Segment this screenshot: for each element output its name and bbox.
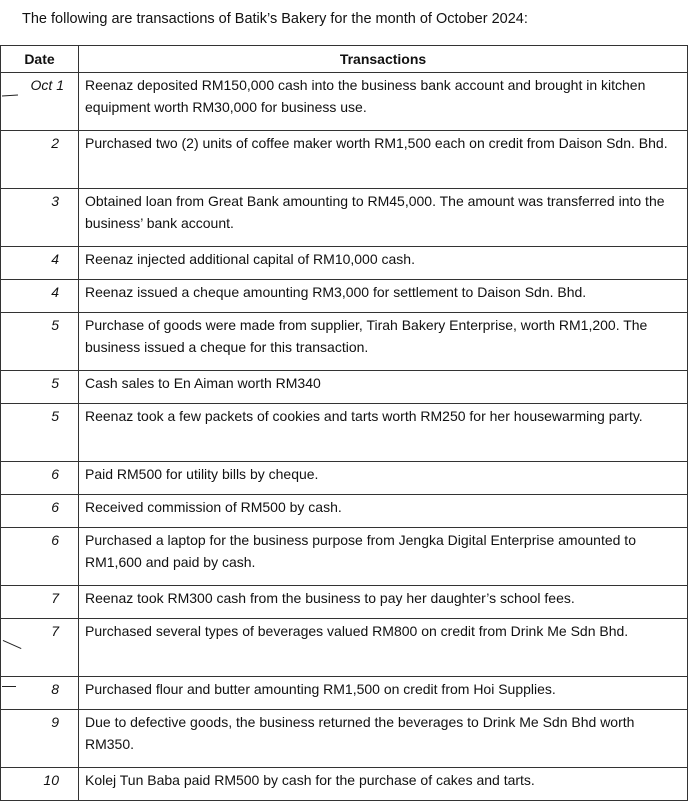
row-date: 2 <box>1 131 79 189</box>
row-transaction: Purchased flour and butter amounting RM1,500 on credit from Hoi Supplies. <box>79 677 688 710</box>
row-date: 6 <box>1 528 79 586</box>
table-header-row <box>1 46 688 73</box>
table-row <box>1 189 688 247</box>
row-transaction: Purchased several types of beverages valued RM800 on credit from Drink Me Sdn Bhd. <box>79 619 688 677</box>
row-transaction: Obtained loan from Great Bank amounting to RM45,000. The amount was transferred into the business’ bank account. <box>79 189 688 247</box>
row-date: 8 <box>1 677 79 710</box>
row-transaction: Reenaz took a few packets of cookies and tarts worth RM250 for her housewarming party. <box>79 404 688 462</box>
row-transaction: Received commission of RM500 by cash. <box>79 495 688 528</box>
table-row <box>1 73 688 131</box>
row-date: 4 <box>1 247 79 280</box>
row-date: 3 <box>1 189 79 247</box>
transactions-column-header: Transactions <box>79 46 688 73</box>
table-row <box>1 768 688 801</box>
row-transaction: Purchased two (2) units of coffee maker worth RM1,500 each on credit from Daison Sdn. Bhd. <box>79 131 688 189</box>
row-transaction: Reenaz issued a cheque amounting RM3,000 for settlement to Daison Sdn. Bhd. <box>79 280 688 313</box>
date-column-header: Date <box>1 46 79 73</box>
row-date: 10 <box>1 768 79 801</box>
table-row <box>1 280 688 313</box>
row-transaction: Due to defective goods, the business returned the beverages to Drink Me Sdn Bhd worth RM350. <box>79 710 688 768</box>
table-row <box>1 528 688 586</box>
row-date: 6 <box>1 462 79 495</box>
row-transaction: Kolej Tun Baba paid RM500 by cash for the purchase of cakes and tarts. <box>79 768 688 801</box>
pen-mark <box>2 686 16 687</box>
row-date: Oct 1 <box>1 73 79 131</box>
row-date: 7 <box>1 586 79 619</box>
row-transaction: Reenaz deposited RM150,000 cash into the business bank account and brought in kitchen equipment worth RM30,000 for business use. <box>79 73 688 131</box>
table-row <box>1 404 688 462</box>
row-date: 4 <box>1 280 79 313</box>
table-row <box>1 247 688 280</box>
row-date: 5 <box>1 404 79 462</box>
row-date: 7 <box>1 619 79 677</box>
intro-text: The following are transactions of Batik’s Bakery for the month of October 2024: <box>22 11 528 27</box>
table-row <box>1 371 688 404</box>
row-transaction: Purchase of goods were made from supplier, Tirah Bakery Enterprise, worth RM1,200. The business issued a cheque for this transaction. <box>79 313 688 371</box>
row-transaction: Paid RM500 for utility bills by cheque. <box>79 462 688 495</box>
row-transaction: Cash sales to En Aiman worth RM340 <box>79 371 688 404</box>
row-transaction: Purchased a laptop for the business purpose from Jengka Digital Enterprise amounted to RM1,600 and paid by cash. <box>79 528 688 586</box>
row-transaction: Reenaz took RM300 cash from the business to pay her daughter’s school fees. <box>79 586 688 619</box>
table-row <box>1 586 688 619</box>
row-transaction: Reenaz injected additional capital of RM10,000 cash. <box>79 247 688 280</box>
table-row <box>1 131 688 189</box>
row-date: 9 <box>1 710 79 768</box>
table-row <box>1 313 688 371</box>
table-row <box>1 677 688 710</box>
table-row <box>1 495 688 528</box>
row-date: 5 <box>1 371 79 404</box>
table-row <box>1 619 688 677</box>
table-row <box>1 710 688 768</box>
row-date: 5 <box>1 313 79 371</box>
transactions-table <box>0 45 688 801</box>
row-date: 6 <box>1 495 79 528</box>
table-row <box>1 462 688 495</box>
